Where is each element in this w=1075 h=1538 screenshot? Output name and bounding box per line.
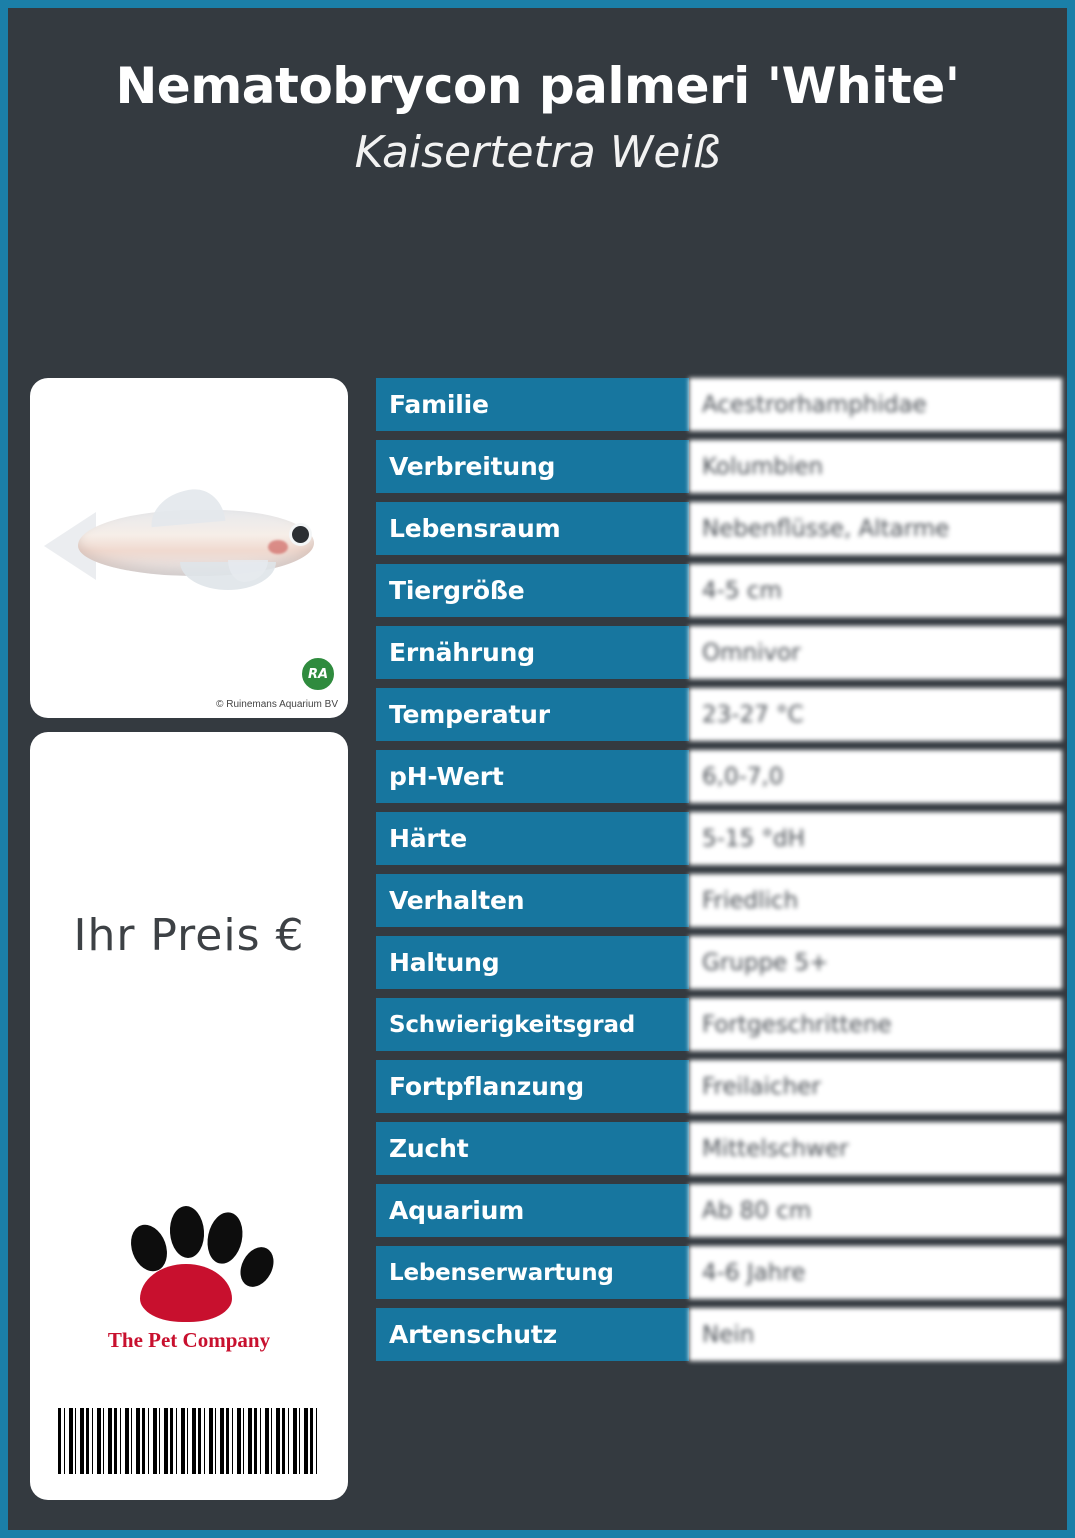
table-row: [376, 440, 1062, 493]
price-panel: [30, 732, 348, 1500]
table-row: [376, 378, 1062, 431]
fish-illustration: [30, 482, 348, 622]
barcode: [58, 1408, 320, 1474]
spec-label: Verbreitung: [376, 440, 689, 493]
table-row: [376, 1308, 1062, 1361]
spec-value: Fortgeschrittene: [689, 998, 1062, 1051]
spec-label: Verhalten: [376, 874, 689, 927]
table-row: [376, 750, 1062, 803]
left-column: [30, 378, 348, 1500]
paw-print-icon: [104, 1202, 274, 1322]
spec-value: Friedlich: [689, 874, 1062, 927]
brand-block: [30, 1202, 348, 1353]
spec-value: 6,0-7,0: [689, 750, 1062, 803]
spec-label: Familie: [376, 378, 689, 431]
spec-value: 23-27 °C: [689, 688, 1062, 741]
fish-eye-icon: [292, 526, 309, 543]
spec-label: Härte: [376, 812, 689, 865]
spec-label: pH-Wert: [376, 750, 689, 803]
spec-value: 4-6 Jahre: [689, 1246, 1062, 1299]
table-row: [376, 1246, 1062, 1299]
table-row: [376, 564, 1062, 617]
table-row: [376, 998, 1062, 1051]
spec-value: Gruppe 5+: [689, 936, 1062, 989]
photo-credit: © Ruinemans Aquarium BV: [216, 699, 338, 710]
page-subtitle: Kaisertetra Weiß: [354, 127, 721, 178]
spec-table: [376, 378, 1062, 1370]
fish-gill-icon: [268, 540, 288, 554]
spec-label: Lebenserwartung: [376, 1246, 689, 1299]
price-label: Ihr Preis €: [73, 910, 305, 961]
spec-value: Freilaicher: [689, 1060, 1062, 1113]
header: [8, 8, 1067, 177]
table-row: [376, 1122, 1062, 1175]
species-photo: [30, 378, 348, 718]
table-row: [376, 812, 1062, 865]
brand-name: The Pet Company: [107, 1328, 271, 1352]
poster-card: [8, 8, 1067, 1530]
spec-value: Nein: [689, 1308, 1062, 1361]
spec-label: Temperatur: [376, 688, 689, 741]
spec-label: Tiergröße: [376, 564, 689, 617]
spec-value: Kolumbien: [689, 440, 1062, 493]
paw-pad-icon: [140, 1264, 232, 1322]
spec-value: 5-15 °dH: [689, 812, 1062, 865]
spec-label: Artenschutz: [376, 1308, 689, 1361]
table-row: [376, 936, 1062, 989]
table-row: [376, 1060, 1062, 1113]
spec-value: Mittelschwer: [689, 1122, 1062, 1175]
spec-label: Ernährung: [376, 626, 689, 679]
table-row: [376, 688, 1062, 741]
spec-label: Fortpflanzung: [376, 1060, 689, 1113]
fish-dorsal-fin-icon: [149, 487, 226, 527]
table-row: [376, 502, 1062, 555]
paw-toe-icon: [168, 1205, 206, 1259]
spec-value: 4-5 cm: [689, 564, 1062, 617]
body-area: [8, 364, 1067, 1524]
table-row: [376, 626, 1062, 679]
spec-value: Ab 80 cm: [689, 1184, 1062, 1237]
spec-value: Acestrorhamphidae: [689, 378, 1062, 431]
spec-label: Schwierigkeitsgrad: [376, 998, 689, 1051]
table-row: [376, 874, 1062, 927]
page-title: Nematobrycon palmeri 'White': [115, 57, 960, 115]
spec-label: Aquarium: [376, 1184, 689, 1237]
spec-label: Zucht: [376, 1122, 689, 1175]
paw-toe-icon: [234, 1241, 280, 1292]
paw-toe-icon: [203, 1209, 247, 1267]
spec-value: Nebenflüsse, Altarme: [689, 502, 1062, 555]
spec-label: Haltung: [376, 936, 689, 989]
spec-value: Omnivor: [689, 626, 1062, 679]
supplier-logo-icon: RA: [300, 656, 336, 692]
table-row: [376, 1184, 1062, 1237]
spec-label: Lebensraum: [376, 502, 689, 555]
